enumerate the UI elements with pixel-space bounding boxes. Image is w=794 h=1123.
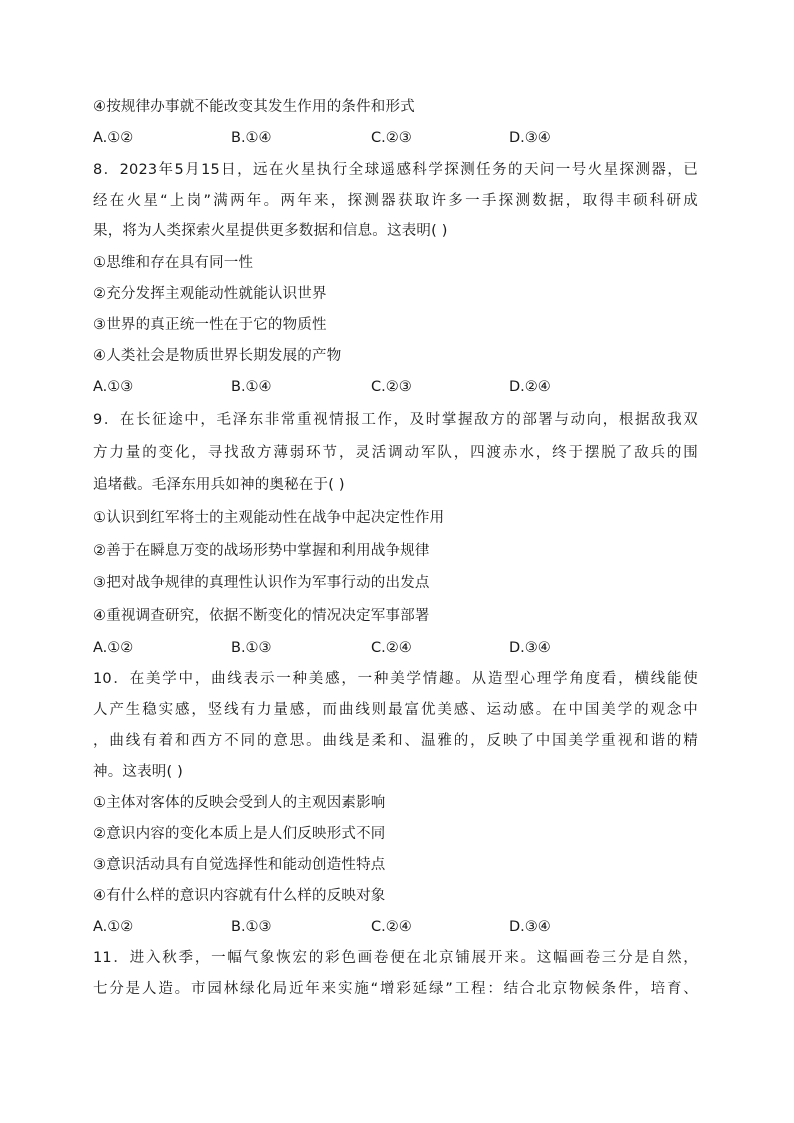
q10-item-2: ②意识内容的变化本质上是人们反映形式不同 bbox=[93, 826, 386, 842]
q10-item-3: ③意识活动具有自觉选择性和能动创造性特点 bbox=[93, 857, 386, 873]
q9-stem-line-2: 方力量的变化，寻找敌方薄弱环节，灵活调动军队，四渡赤水，终于摆脱了敌兵的围 bbox=[93, 445, 698, 461]
q8-stem-line-3: 果，将为人类探索火星提供更多数据和信息。这表明( ) bbox=[93, 223, 448, 239]
q8-option-a: A.①③ bbox=[93, 379, 134, 395]
q10-stem-line-1: 10．在美学中，曲线表示一种美感，一种美学情趣。从造型心理学角度看，横线能使 bbox=[93, 671, 698, 687]
q10-stem-line-3: ，曲线有着和西方不同的意思。曲线是柔和、温雅的，反映了中国美学重视和谐的精 bbox=[93, 733, 698, 749]
q8-options bbox=[93, 377, 653, 397]
q10-option-a: A.①② bbox=[93, 919, 134, 935]
q8-item-2: ②充分发挥主观能动性就能认识世界 bbox=[93, 286, 327, 302]
q7-option-b: B.①④ bbox=[231, 130, 272, 146]
q7-option-a: A.①② bbox=[93, 130, 134, 146]
q10-option-d: D.③④ bbox=[509, 919, 551, 935]
q10-stem-line-4: 神。这表明( ) bbox=[93, 764, 184, 780]
q9-stem-line-3: 追堵截。毛泽东用兵如神的奥秘在于( ) bbox=[93, 477, 345, 493]
q9-item-2: ②善于在瞬息万变的战场形势中掌握和利用战争规律 bbox=[93, 543, 430, 559]
q8-stem-line-1: 8．2023年5月15日，远在火星执行全球遥感科学探测任务的天问一号火星探测器，已 bbox=[93, 162, 698, 178]
q8-item-4: ④人类社会是物质世界长期发展的产物 bbox=[93, 348, 342, 364]
q8-option-c: C.②③ bbox=[371, 379, 412, 395]
q10-item-4: ④有什么样的意识内容就有什么样的反映对象 bbox=[93, 888, 386, 904]
q8-option-b: B.①④ bbox=[231, 379, 272, 395]
q10-stem-line-2: 人产生稳实感，竖线有力量感，而曲线则最富优美感、运动感。在中国美学的观念中 bbox=[93, 702, 698, 718]
q10-options bbox=[93, 917, 653, 937]
q9-option-d: D.③④ bbox=[509, 640, 551, 656]
q10-item-1: ①主体对客体的反映会受到人的主观因素影响 bbox=[93, 795, 386, 811]
q8-option-d: D.②④ bbox=[509, 379, 551, 395]
q10-option-b: B.①③ bbox=[231, 919, 272, 935]
q9-option-a: A.①② bbox=[93, 640, 134, 656]
q9-stem-line-1: 9．在长征途中，毛泽东非常重视情报工作，及时掌握敌方的部署与动向，根据敌我双 bbox=[93, 412, 698, 428]
q9-item-1: ①认识到红军将士的主观能动性在战争中起决定性作用 bbox=[93, 510, 445, 526]
q7-item-4: ④按规律办事就不能改变其发生作用的条件和形式 bbox=[93, 99, 415, 115]
q9-option-b: B.①③ bbox=[231, 640, 272, 656]
q9-item-3: ③把对战争规律的真理性认识作为军事行动的出发点 bbox=[93, 575, 430, 591]
q11-stem-line-2: 七分是人造。市园林绿化局近年来实施“增彩延绿”工程：结合北京物候条件，培育、 bbox=[93, 981, 698, 997]
q10-option-c: C.②④ bbox=[371, 919, 412, 935]
q7-option-c: C.②③ bbox=[371, 130, 412, 146]
q7-options bbox=[93, 128, 653, 148]
q9-item-4: ④重视调查研究，依据不断变化的情况决定军事部署 bbox=[93, 608, 430, 624]
q9-options bbox=[93, 638, 653, 658]
q8-stem-line-2: 经在火星“上岗”满两年。两年来，探测器获取许多一手探测数据，取得丰硕科研成 bbox=[93, 193, 698, 209]
q9-option-c: C.②④ bbox=[371, 640, 412, 656]
q8-item-3: ③世界的真正统一性在于它的物质性 bbox=[93, 317, 327, 333]
q7-option-d: D.③④ bbox=[509, 130, 551, 146]
q11-stem-line-1: 11．进入秋季，一幅气象恢宏的彩色画卷便在北京铺展开来。这幅画卷三分是自然， bbox=[93, 950, 698, 966]
q8-item-1: ①思维和存在具有同一性 bbox=[93, 255, 254, 271]
